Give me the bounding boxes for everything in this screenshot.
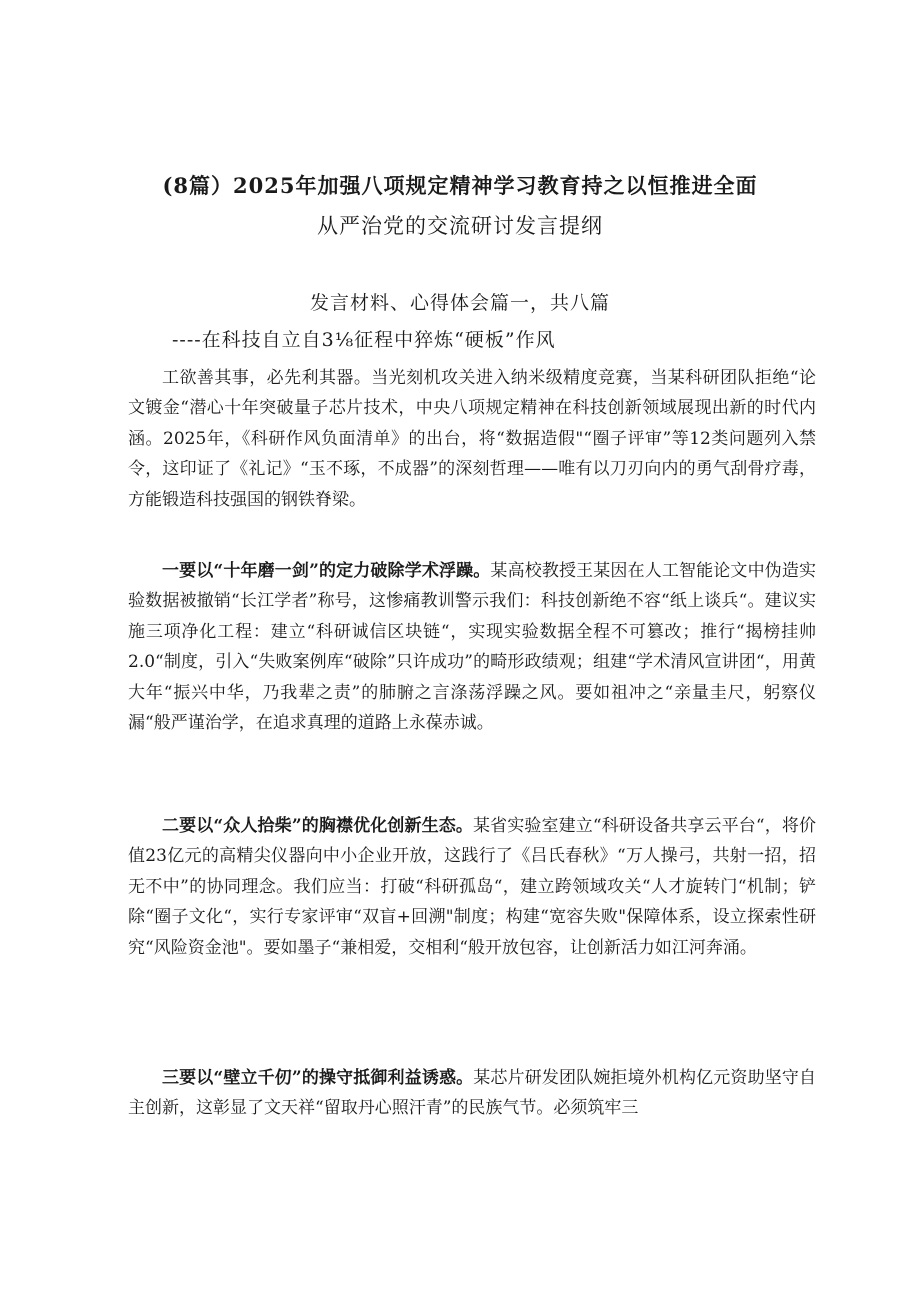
paragraph-lead: 三要以“壁立千仞”的操守抵御利益诱惑。 (162, 1068, 474, 1088)
paragraph-intro (128, 363, 816, 515)
paragraph-point-two (128, 811, 816, 963)
document-subtitle: 发言材料、心得体会篇一，共八篇 (309, 292, 610, 314)
document-title-line1: (8篇）2025年加强八项规定精神学习教育持之以恒推进全面 (162, 173, 758, 198)
paragraph-text: 某省实验室建立“科研设备共享云平台“，将价值23亿元的高精尖仪器向中小企业开放，这践行了《吕氏春秋》“万人操弓，共射一招，招无不中”的协同理念。我们应当：打破“科研孤岛“，建立跨领域攻关“人才旋转门“机制；铲除“圈子文化“，实行专家评审“双盲+回溯"制度；构建“宽容失败"保障体系，设立探索性研究“风险资金池"。要如墨子“兼相爱，交相利“般开放包容，让创新活力如江河奔涌。 (128, 816, 816, 958)
document-slogan: ----在科技自立自3⅛征程中猝炼“硬板”作风 (172, 329, 556, 351)
paragraph-text: 某高校教授王某因在人工智能论文中伪造实验数据被撤销“长江学者”称号，这惨痛教训警示我们：科技创新绝不容“纸上谈兵“。建议实施三项净化工程：建立“科研诚信区块链“，实现实验数据全程不可篡改；推行“揭榜挂帅2.0“制度，引入“失败案例库“破除”只许成功”的畸形政绩观；组建“学术清风宣讲团“，用黄大年“振兴中华，乃我辈之责”的肺腑之言涤荡浮躁之风。要如祖冲之“亲量圭尺，躬察仪漏“般严谨治学，在追求真理的道路上永葆赤诚。 (128, 561, 816, 734)
paragraph-point-one (128, 556, 816, 738)
paragraph-point-three (128, 1063, 816, 1124)
paragraph-lead: 二要以“众人拾柴”的胸襟优化创新生态。 (162, 816, 474, 836)
paragraph-text: 某芯片研发团队婉拒境外机构亿元资助坚守自主创新，这彰显了文天祥“留取丹心照汗青”的民族气节。必须筑牢三 (128, 1068, 816, 1119)
paragraph-text: 工欲善其事，必先利其器。当光刻机攻关进入纳米级精度竞赛，当某科研团队拒绝“论文镀金“潜心十年突破量子芯片技术，中央八项规定精神在科技创新领域展现出新的时代内涵。2025年，《科研作风负面清单》的出台，将“数据造假"“圈子评审”等12类问题列入禁令，这印证了《礼记》“玉不琢，不成器”的深刻哲理——唯有以刀刃向内的勇气刮骨疗毒，方能锻造科技强国的钢铁脊梁。 (128, 368, 816, 510)
document-title-line2: 从严治党的交流研讨发言提纲 (317, 214, 603, 238)
paragraph-lead: 一要以“十年磨一剑”的定力破除学术浮躁。 (162, 561, 491, 581)
